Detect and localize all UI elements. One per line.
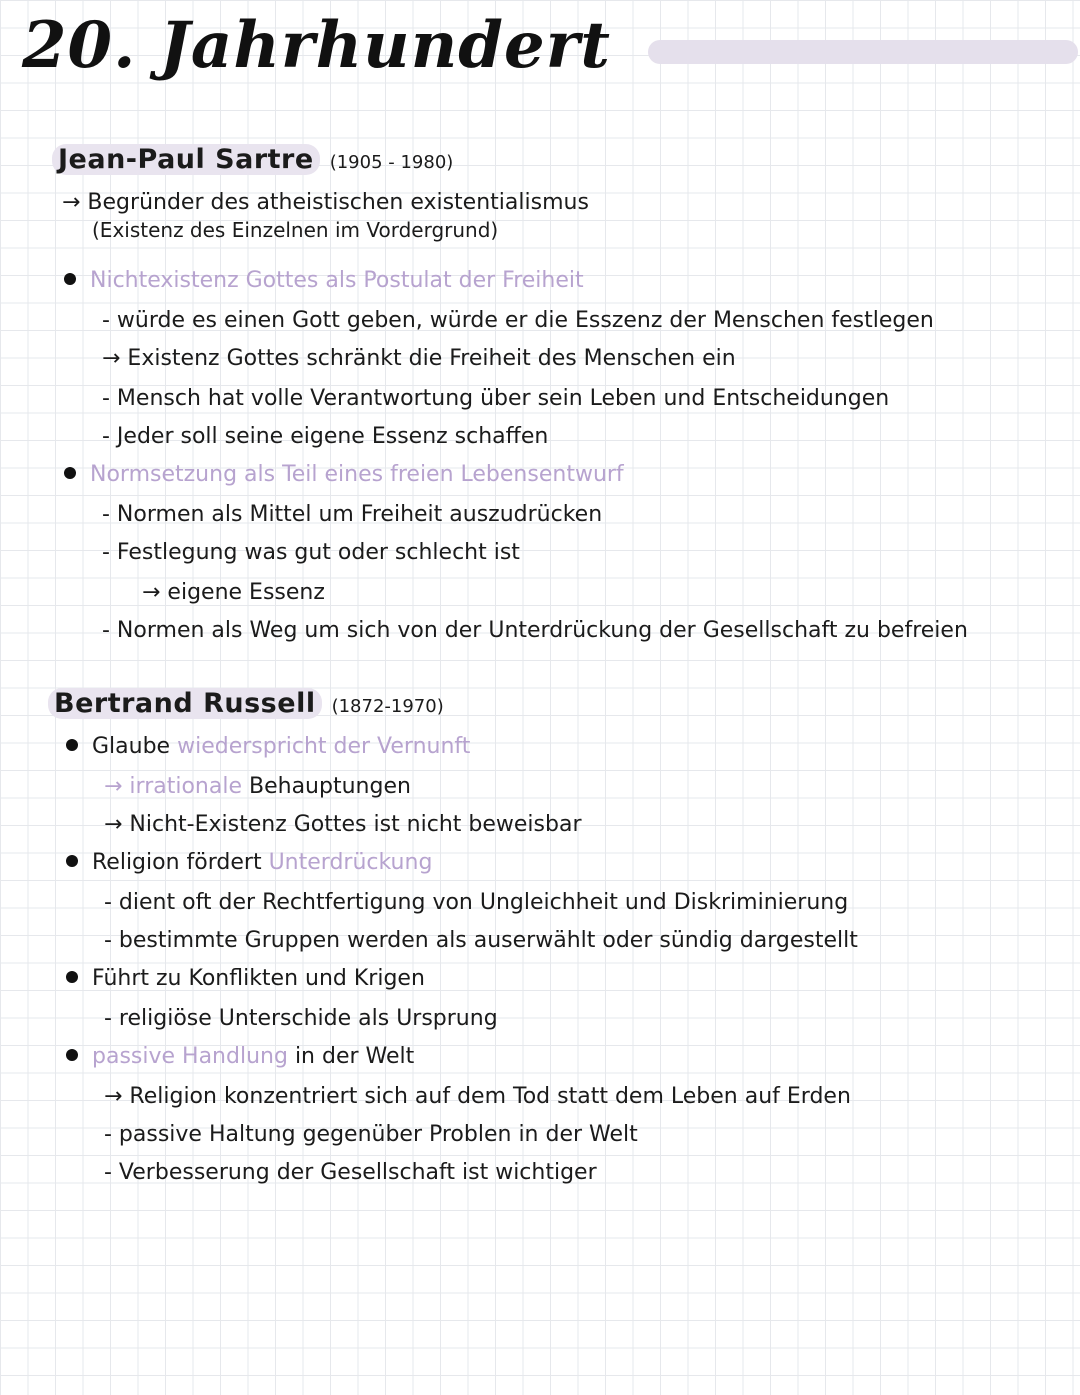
russell-bullet-2	[66, 850, 432, 875]
russell-header	[48, 688, 444, 719]
sartre-header	[52, 144, 453, 175]
russell-b4-item: - Verbesserung der Gesellschaft ist wichtiger	[104, 1160, 597, 1185]
sartre-b1-item: → Existenz Gottes schränkt die Freiheit des Menschen ein	[102, 346, 736, 371]
russell-bullet-1	[66, 734, 470, 759]
sartre-b2-item: → eigene Essenz	[142, 580, 325, 605]
russell-b3-lead: Führt zu Konflikten und Krigen	[92, 966, 425, 991]
sartre-bullet-2-heading: Normsetzung als Teil eines freien Lebensentwurf	[90, 462, 624, 487]
sartre-b2-item: - Normen als Mittel um Freiheit auszudrücken	[102, 502, 603, 527]
russell-b1-sub1-accent: → irrationale	[104, 774, 242, 799]
sartre-bullet-2	[64, 462, 624, 487]
sartre-dates: (1905 - 1980)	[329, 152, 454, 173]
sartre-b1-item: - Jeder soll seine eigene Essenz schaffen	[102, 424, 549, 449]
sartre-intro-1: → Begründer des atheistischen existentialismus	[62, 190, 589, 215]
title-highlight-bar	[648, 40, 1078, 64]
russell-b1-sub-1	[104, 774, 411, 799]
sartre-b2-item: - Festlegung was gut oder schlecht ist	[102, 540, 520, 565]
russell-b2-item: - dient oft der Rechtfertigung von Ungleichheit und Diskriminierung	[104, 890, 849, 915]
russell-bullet-3	[66, 966, 425, 991]
sartre-bullet-1-heading: Nichtexistenz Gottes als Postulat der Freiheit	[90, 268, 584, 293]
sartre-bullet-1	[64, 268, 584, 293]
bullet-dot	[64, 467, 76, 479]
bullet-dot	[66, 1049, 78, 1061]
russell-b1-sub1-rest: Behauptungen	[249, 774, 411, 799]
sartre-intro-2: (Existenz des Einzelnen im Vordergrund)	[92, 218, 499, 242]
russell-b2-accent: Unterdrückung	[268, 850, 433, 875]
russell-b1-lead: Glaube	[92, 734, 171, 759]
russell-b4-item: - passive Haltung gegenüber Problen in der Welt	[104, 1122, 638, 1147]
bullet-dot	[66, 739, 78, 751]
russell-b2-item: - bestimmte Gruppen werden als auserwählt oder sündig dargestellt	[104, 928, 858, 953]
russell-b2-lead: Religion fördert	[92, 850, 262, 875]
russell-b1-accent: wiederspricht der Vernunft	[177, 734, 471, 759]
page-title: 20. Jahrhundert	[22, 8, 611, 83]
russell-b4-rest: in der Welt	[294, 1044, 415, 1069]
sartre-name: Jean-Paul Sartre	[52, 144, 320, 175]
russell-b4-item: → Religion konzentriert sich auf dem Tod statt dem Leben auf Erden	[104, 1084, 851, 1109]
sartre-b1-item: - Mensch hat volle Verantwortung über sein Leben und Entscheidungen	[102, 386, 890, 411]
sartre-b2-item: - Normen als Weg um sich von der Unterdrückung der Gesellschaft zu befreien	[102, 618, 968, 643]
russell-bullet-4	[66, 1044, 414, 1069]
russell-name: Bertrand Russell	[48, 688, 322, 719]
russell-b4-accent: passive Handlung	[92, 1044, 288, 1069]
russell-b3-item: - religiöse Unterschide als Ursprung	[104, 1006, 498, 1031]
bullet-dot	[66, 855, 78, 867]
bullet-dot	[64, 273, 76, 285]
russell-dates: (1872-1970)	[331, 696, 444, 717]
bullet-dot	[66, 971, 78, 983]
sartre-b1-item: - würde es einen Gott geben, würde er die Esszenz der Menschen festlegen	[102, 308, 934, 333]
russell-b1-sub-2: → Nicht-Existenz Gottes ist nicht beweisbar	[104, 812, 582, 837]
